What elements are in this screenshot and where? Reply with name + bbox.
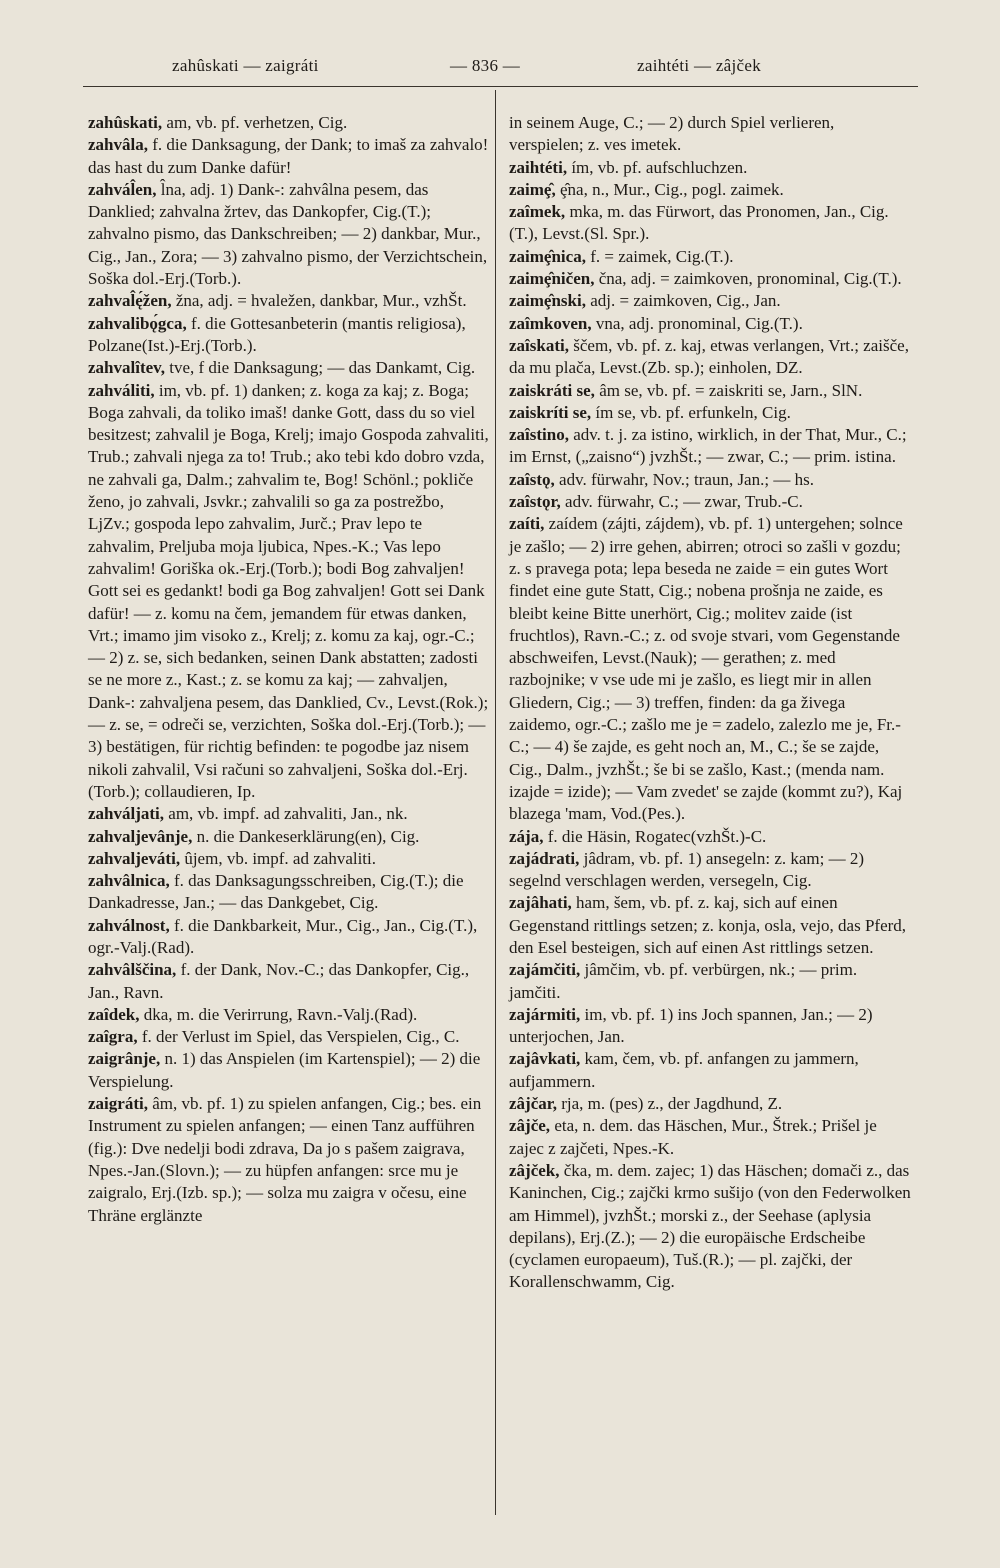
dictionary-entry — [88, 380, 490, 804]
entry-headword: zaîskati, — [509, 335, 569, 355]
entry-definition: f. das Danksagungsschreiben, Cig.(T.); die Dankadresse, Jan.; — das Dankgebet, Cig. — [88, 871, 464, 913]
entry-definition: adv. fürwahr, C.; — zwar, Trub.-C. — [560, 492, 803, 512]
dictionary-entry — [509, 402, 911, 424]
entry-definition: jâdram, vb. pf. 1) ansegeln: z. kam; — 2) segelnd verschlagen werden, versegeln, Cig. — [509, 848, 865, 891]
entry-headword: zaîstǫr, — [509, 492, 561, 512]
entry-headword: zajámčiti, — [509, 960, 581, 980]
entry-headword: zaîgra, — [88, 1027, 138, 1047]
entry-headword: zâjček, — [509, 1160, 560, 1180]
dictionary-entry — [509, 892, 911, 959]
dictionary-entry — [509, 313, 911, 335]
entry-definition: zaídem (zájti, zájdem), vb. pf. 1) untergehen; solnce je zašlo; — 2) irre gehen, abirren; otroci so zašli v gozdu; z. s pravega pota; lepa beseda ne zaide = ein gutes Wort findet eine gute Statt, Cig.; nobena prošnja ne zaide, es bleibt keine Bitte unerhört, Cig.; molitev zaide (ist fruchtlos), Ravn.-C.; z. od svoje stvari, vom Gegenstande abschweifen, Levst.(Nauk); — gerathen; z. med razbojnike; v vse ude mi je zašlo, es liegt mir in allen Gliedern, Cig.; — 3) treffen, finden: da ga živega zaidemo, ogr.-C.; zašlo me je = zadelo, zalezlo me je, Fr.-C.; — 4) še zajde, es geht noch an, M., C.; še se zajde, Cig., Dalm., jvzhŠt.; še bi se zašlo, Kast.; (menda nam. izajde = izide); — Vam zvedet' se zajde (kommt zu?), Kaj blazega 'mam, Vod.(Pes.). — [509, 514, 903, 824]
dictionary-entry — [88, 134, 490, 179]
entry-headword: zaimȩ̂nski, — [509, 291, 586, 311]
running-header — [0, 50, 1000, 84]
entry-headword: zaiskríti se, — [509, 402, 592, 422]
entry-definition: čka, m. dem. zajec; 1) das Häschen; domači z., das Kaninchen, Cig.; zajčki krmo sušijo (von den Federwolken am Himmel), jvzhŠt.; morski z., der Seehase (aplysia depilans), Erj.(Z.); — 2) die europäische Erdscheibe (cyclamen europaeum), Tuš.(R.); — pl. zajčki, der Korallenschwamm, Cig. — [509, 1160, 911, 1292]
dictionary-entry — [509, 959, 911, 1004]
entry-definition: adv. fürwahr, Nov.; traun, Jan.; — hs. — [554, 469, 814, 489]
dictionary-entry — [509, 1093, 911, 1115]
entry-headword: zaîmek, — [509, 202, 566, 222]
entry-headword: zâjčar, — [509, 1094, 557, 1114]
header-right-guideword: zaihtéti — zâjček — [637, 56, 762, 75]
left-column — [88, 112, 490, 1227]
entry-definition: tve, f die Danksagung; — das Dankamt, Cig. — [164, 358, 476, 378]
entry-headword: zaîstǫ, — [509, 469, 555, 489]
dictionary-entry — [88, 1048, 490, 1093]
dictionary-entry — [88, 870, 490, 915]
entry-definition: âm se, vb. pf. = zaiskriti se, Jarn., SlN. — [594, 380, 863, 400]
entry-headword: zajâvkati, — [509, 1049, 581, 1069]
entry-definition: im, vb. pf. 1) ins Joch spannen, Jan.; — 2) unterjochen, Jan. — [509, 1004, 873, 1047]
entry-definition: čna, adj. = zaimkoven, pronominal, Cig.(T.). — [594, 269, 902, 289]
entry-headword: zaihtéti, — [509, 157, 568, 177]
dictionary-entry — [509, 246, 911, 268]
entry-headword: zajármiti, — [509, 1004, 581, 1024]
entry-headword: zája, — [509, 826, 544, 846]
entry-definition: ím se, vb. pf. erfunkeln, Cig. — [591, 402, 791, 422]
entry-definition: eta, n. dem. das Häschen, Mur., Štrek.; Prišel je zajec z zajčeti, Npes.-K. — [509, 1116, 877, 1158]
entry-definition: žna, adj. = hvaležen, dankbar, Mur., vzhŠt. — [171, 291, 467, 311]
dictionary-entry — [509, 1048, 911, 1093]
entry-headword: zâjče, — [509, 1116, 551, 1136]
header-rule — [83, 86, 918, 87]
dictionary-entry — [509, 469, 911, 491]
column-divider — [495, 90, 496, 1515]
entry-definition: ham, šem, vb. pf. z. kaj, sich auf einen Gegenstand rittlings setzen; z. konja, osla, vejo, das Pferd, den Esel besteigen, sich auf einen Ast rittlings setzen. — [509, 893, 907, 957]
dictionary-entry — [509, 491, 911, 513]
entry-headword: zahvalibǫ́gca, — [88, 313, 187, 333]
entry-definition: n. die Dankeserklärung(en), Cig. — [192, 826, 420, 846]
dictionary-entry — [509, 380, 911, 402]
entry-headword: zahvalîtev, — [88, 358, 165, 378]
entry-definition: mka, m. das Fürwort, das Pronomen, Jan., Cig.(T.), Levst.(Sl. Spr.). — [509, 202, 889, 244]
entry-headword: zaigráti, — [88, 1094, 148, 1114]
dictionary-entry — [509, 848, 911, 893]
entry-headword: zahûskati, — [88, 113, 163, 132]
dictionary-entry — [88, 313, 490, 358]
dictionary-entry — [88, 1004, 490, 1026]
entry-headword: zahvaljevânje, — [88, 826, 193, 846]
entry-definition: f. der Dank, Nov.-C.; das Dankopfer, Cig., Jan., Ravn. — [88, 960, 470, 1002]
entry-definition: am, vb. pf. verhetzen, Cig. — [162, 113, 348, 132]
dictionary-entry — [509, 290, 911, 312]
entry-definition: f. der Verlust im Spiel, das Verspielen, Cig., C. — [137, 1027, 460, 1047]
dictionary-entry — [509, 179, 911, 201]
entry-headword: zajádrati, — [509, 848, 580, 868]
entry-headword: zahvâlščina, — [88, 960, 177, 980]
dictionary-entry — [509, 1160, 911, 1294]
dictionary-entry — [88, 112, 490, 134]
entry-definition: in seinem Auge, C.; — 2) durch Spiel verlieren, verspielen; z. ves imetek. — [509, 113, 835, 155]
entry-definition: rja, m. (pes) z., der Jagdhund, Z. — [557, 1094, 783, 1114]
entry-headword: zaíti, — [509, 514, 545, 534]
entry-definition: ȩ̂na, n., Mur., Cig., pogl. zaimek. — [555, 179, 784, 199]
entry-headword: zahváljati, — [88, 804, 165, 824]
dictionary-entry — [88, 179, 490, 290]
right-column — [509, 112, 911, 1294]
dictionary-entry — [88, 290, 490, 312]
entry-definition: ûjem, vb. impf. ad zahvaliti. — [180, 848, 377, 868]
entry-headword: zahválnost, — [88, 915, 170, 935]
entry-headword: zahvaljeváti, — [88, 848, 181, 868]
entry-definition: am, vb. impf. ad zahvaliti, Jan., nk. — [164, 804, 408, 824]
entry-definition: kam, čem, vb. pf. anfangen zu jammern, aufjammern. — [509, 1049, 859, 1091]
entry-definition: adv. t. j. za istino, wirklich, in der That, Mur., C.; im Ernst, („zaisno“) jvzhŠt.; — zwar, C.; — prim. istina. — [509, 425, 907, 467]
entry-headword: zaiskráti se, — [509, 380, 595, 400]
entry-definition: adj. = zaimkoven, Cig., Jan. — [585, 291, 781, 311]
dictionary-entry — [88, 1026, 490, 1048]
entry-headword: zaîdek, — [88, 1004, 140, 1024]
entry-headword: zahval̂ę́žen, — [88, 291, 172, 311]
entry-headword: zaimȩ̂nica, — [509, 246, 586, 266]
dictionary-entry — [88, 915, 490, 960]
dictionary-entry — [509, 112, 911, 157]
dictionary-entry — [88, 357, 490, 379]
entry-definition: f. die Dankbarkeit, Mur., Cig., Jan., Cig.(T.), ogr.-Valj.(Rad). — [88, 915, 478, 957]
entry-headword: zaigrânje, — [88, 1049, 161, 1069]
dictionary-entry — [509, 424, 911, 469]
entry-definition: n. 1) das Anspielen (im Kartenspiel); — 2) die Verspielung. — [88, 1049, 481, 1091]
dictionary-entry — [88, 803, 490, 825]
entry-headword: zaîstino, — [509, 425, 569, 445]
entry-headword: zahvál̂en, — [88, 179, 157, 199]
entry-headword: zahvâlnica, — [88, 871, 170, 891]
dictionary-entry — [509, 201, 911, 246]
dictionary-entry — [509, 1115, 911, 1160]
dictionary-entry — [88, 1093, 490, 1227]
entry-definition: f. die Gottesanbeterin (mantis religiosa), Polzane(Ist.)-Erj.(Torb.). — [88, 313, 466, 355]
entry-headword: zahváliti, — [88, 380, 155, 400]
entry-definition: f. die Häsin, Rogatec(vzhŠt.)-C. — [543, 826, 767, 846]
entry-definition: ím, vb. pf. aufschluchzen. — [567, 157, 748, 177]
dictionary-entry — [88, 848, 490, 870]
dictionary-entry — [88, 826, 490, 848]
dictionary-entry — [509, 826, 911, 848]
dictionary-entry — [509, 335, 911, 380]
entry-definition: f. die Danksagung, der Dank; to imaš za zahvalo! das hast du zum Danke dafür! — [88, 135, 489, 177]
entry-definition: f. = zaimek, Cig.(T.). — [585, 246, 734, 266]
entry-headword: zahvâla, — [88, 135, 148, 155]
dictionary-entry — [509, 513, 911, 825]
dictionary-entry — [509, 1004, 911, 1049]
entry-headword: zaimȩ̂, — [509, 179, 556, 199]
page-number: — 836 — — [450, 56, 521, 75]
entry-headword: zaimȩ̂ničen, — [509, 269, 595, 289]
entry-definition: dka, m. die Verirrung, Ravn.-Valj.(Rad). — [139, 1004, 418, 1024]
entry-headword: zaîmkoven, — [509, 313, 592, 333]
entry-definition: jâmčim, vb. pf. verbürgen, nk.; — prim. jamčiti. — [509, 960, 858, 1002]
entry-headword: zajâhati, — [509, 893, 572, 913]
dictionary-entry — [509, 268, 911, 290]
entry-definition: vna, adj. pronominal, Cig.(T.). — [591, 313, 803, 333]
entry-definition: âm, vb. pf. 1) zu spielen anfangen, Cig.; bes. ein Instrument zu spielen anfangen; — einen Tanz aufführen (fig.): Dve nedelji bodi zdrava, Da jo s pašem zaigrava, Npes.-Jan.(Slovn.); — zu hüpfen anfangen: srce mu je zaigralo, Erj.(Izb. sp.); — solza mu zaigra v očesu, eine Thräne erglänzte — [88, 1094, 482, 1225]
dictionary-entry — [88, 959, 490, 1004]
entry-definition: ščem, vb. pf. z. kaj, etwas verlangen, Vrt.; zaišče, da mu plača, Levst.(Zb. sp.); einholen, DZ. — [509, 335, 909, 378]
entry-definition: im, vb. pf. 1) danken; z. koga za kaj; z. Boga; Boga zahvali, da toliko imaš! danke Gott, dass du so viel besitzest; zahvalil je Boga, Krelj; imajo Gospoda zahvaliti, Trub.; zahvali njega za to! Trub.; ako tebi kdo dobro vzda, ne zahvali ga, Dalm.; zahvalim te, Bog! Schönl.; pokliče ženo, jo zahvali, Jsvkr.; zahvalili so ga za postrežbo, LjZv.; gospoda lepo zahvalim, Jurč.; Prav lepo te zahvalim, Preljuba moja ljubica, Npes.-K.; Vas lepo zahvalim! Goriška ok.-Erj.(Torb.); bodi Bog zahvaljen! Gott sei es gedankt! bodi ga Bog zahvaljen! Gott sei Dank dafür! — z. komu na čem, jemandem für etwas danken, Vrt.; imamo jim visoko z., Krelj; z. komu za kaj, ogr.-C.; — 2) z. se, sich bedanken, seinen Dank abstatten; zadosti se ne more z., Kast.; z. se komu za kaj; — zahvaljen, Dank-: zahvaljena pesem, das Danklied, Cv., Levst.(Rok.); — z. se, = odreči se, verzichten, Soška dol.-Erj.(Torb.); — 3) bestätigen, für richtig befinden: te pogodbe jaz nisem nikoli zahvalil, Vsi računi so zahvaljeni, Soška dol.-Erj.(Torb.); collaudieren, Ip. — [88, 380, 489, 801]
header-left-guideword: zahûskati — zaigráti — [172, 56, 319, 75]
entry-definition: l̂na, adj. 1) Dank-: zahvâlna pesem, das Danklied; zahvalna žrtev, das Dankopfer, Cig.(T.); zahvalno pismo, das Dankschreiben; — 2) dankbar, Mur., Cig., Jan., Zora; — 3) zahvalno pismo, der Verzichtschein, Soška dol.-Erj.(Torb.). — [88, 179, 488, 289]
dictionary-entry — [509, 157, 911, 179]
